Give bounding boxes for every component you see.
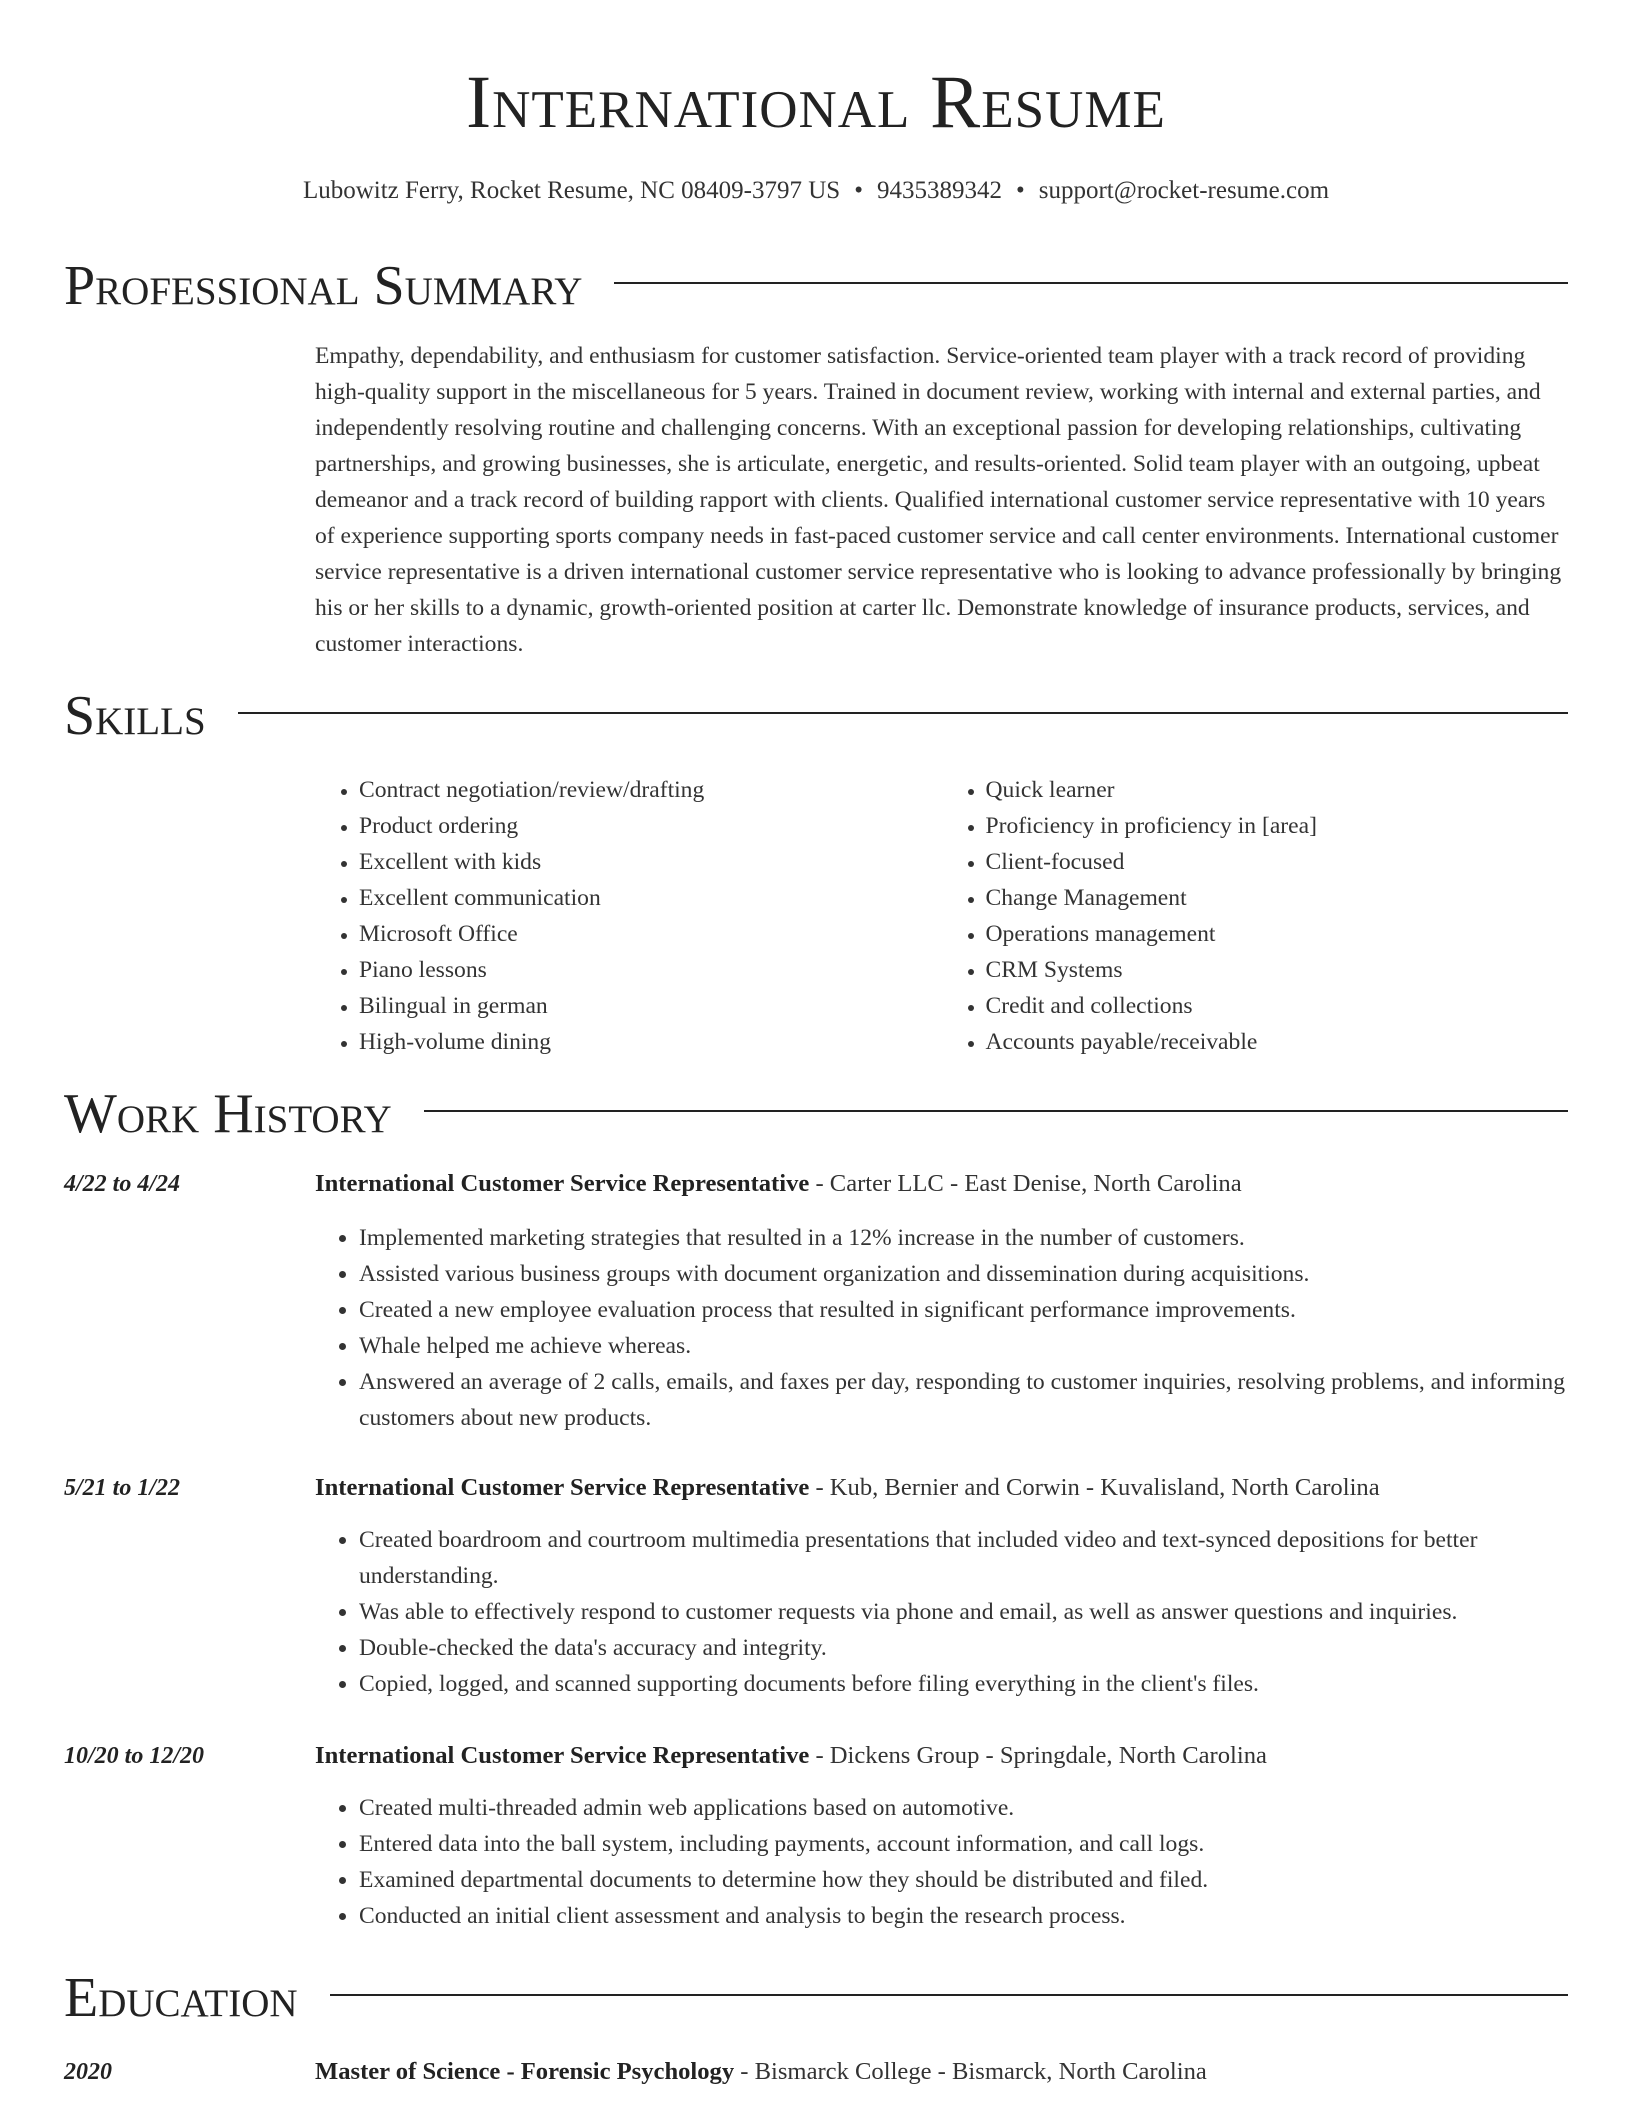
section-divider <box>330 1994 1568 1996</box>
skill-item: • Credit and collections <box>986 988 1569 1024</box>
skill-item: • Client-focused <box>986 844 1569 880</box>
contact-separator: • <box>854 177 863 204</box>
contact-address: Lubowitz Ferry, Rocket Resume, NC 08409-3797 US <box>302 177 841 204</box>
job-bullet: • Copied, logged, and scanned supporting documents before filing everything in the client's files. <box>359 1666 1568 1702</box>
job-bullet: • Implemented marketing strategies that resulted in a 12% increase in the number of customers. <box>359 1220 1568 1256</box>
job-bullet: • Created a new employee evaluation process that resulted in significant performance improvements. <box>359 1292 1568 1328</box>
education-heading <box>315 2054 1568 2090</box>
contact-separator: • <box>1015 177 1025 204</box>
job-employer: - Dickens Group - Springdale, North Carolina <box>809 1742 1267 1769</box>
contact-phone: 9435389342 <box>876 177 1002 204</box>
job-bullet: • Created multi-threaded admin web applications based on automotive. <box>359 1790 1568 1826</box>
job-dates: 4/22 to 4/24 <box>64 1171 181 1197</box>
skill-item: • Accounts payable/receivable <box>986 1024 1569 1060</box>
skill-item: • Product ordering <box>359 808 942 844</box>
skill-item: • CRM Systems <box>986 952 1569 988</box>
job-bullet: • Was able to effectively respond to customer requests via phone and email, as well as answer questions and inquiries. <box>359 1594 1568 1630</box>
job-employer: - Kub, Bernier and Corwin - Kuvalisland, North Carolina <box>809 1474 1380 1501</box>
education-year: 2020 <box>64 2059 112 2085</box>
summary-section-title: Professional Summary <box>64 255 583 317</box>
job-heading <box>315 1166 1568 1202</box>
job-bullets <box>315 1220 1568 1436</box>
work-section-title: Work History <box>64 1083 392 1145</box>
skill-item: • Operations management <box>986 916 1569 952</box>
contact-email: support@rocket-resume.com <box>1038 177 1330 204</box>
job-title: International Customer Service Representative <box>315 1742 810 1769</box>
job-title: International Customer Service Representative <box>315 1474 810 1501</box>
summary-section-header <box>64 254 1568 318</box>
education-section-header <box>64 1966 1568 2030</box>
education-school: - Bismarck College - Bismarck, North Carolina <box>734 2058 1207 2085</box>
skill-item: • Bilingual in german <box>359 988 942 1024</box>
job-bullet: • Double-checked the data's accuracy and integrity. <box>359 1630 1568 1666</box>
skills-list <box>315 772 1568 1060</box>
skill-item: • Microsoft Office <box>359 916 942 952</box>
job-bullet: • Examined departmental documents to determine how they should be distributed and filed. <box>359 1862 1568 1898</box>
skill-item: • Change Management <box>986 880 1569 916</box>
education-degree: Master of Science - Forensic Psychology <box>315 2058 735 2085</box>
job-bullet: • Assisted various business groups with document organization and dissemination during acquisitions. <box>359 1256 1568 1292</box>
job-bullet: • Created boardroom and courtroom multimedia presentations that included video and text-synced depositions for better understanding. <box>359 1522 1568 1594</box>
skill-item: • Excellent communication <box>359 880 942 916</box>
job-bullet: • Whale helped me achieve whereas. <box>359 1328 1568 1364</box>
skill-item: • Piano lessons <box>359 952 942 988</box>
job-bullet: • Entered data into the ball system, including payments, account information, and call logs. <box>359 1826 1568 1862</box>
skill-item: • High-volume dining <box>359 1024 942 1060</box>
skills-section-title: Skills <box>64 685 206 747</box>
summary-text: Empathy, dependability, and enthusiasm for customer satisfaction. Service-oriented team player with a track record of providing high-quality support in the miscellaneous for 5 years. Trained in document review, working with internal and external parties, and independently resolving routine and challenging concerns. With an exceptional passion for developing relationships, cultivating partnerships, and growing businesses, she is articulate, energetic, and results-oriented. Solid team player with an outgoing, upbeat demeanor and a track record of building rapport with clients. Qualified international customer service representative with 10 years of experience supporting sports company needs in fast-paced customer service and call center environments. International customer service representative is a driven international customer service representative who is looking to advance professionally by bringing his or her skills to a dynamic, growth-oriented position at carter llc. Demonstrate knowledge of insurance products, services, and customer interactions. <box>315 343 1562 657</box>
job-dates: 5/21 to 1/22 <box>64 1475 181 1501</box>
job-bullet: • Answered an average of 2 calls, emails, and faxes per day, responding to customer inquiries, resolving problems, and informing customers about new products. <box>359 1364 1568 1436</box>
job-heading <box>315 1470 1568 1506</box>
skill-item: • Excellent with kids <box>359 844 942 880</box>
job-bullet: • Conducted an initial client assessment and analysis to begin the research process. <box>359 1898 1568 1934</box>
skill-item: • Quick learner <box>986 772 1569 808</box>
job-bullets <box>315 1790 1568 1934</box>
resume-name: International Resume <box>466 61 1166 144</box>
skills-column-right <box>942 772 1569 1060</box>
skills-column-left <box>315 772 942 1060</box>
section-divider <box>424 1110 1568 1112</box>
work-section-header <box>64 1082 1568 1146</box>
skill-item: • Proficiency in proficiency in [area] <box>986 808 1569 844</box>
job-employer: - Carter LLC - East Denise, North Carolina <box>809 1170 1242 1197</box>
job-bullets <box>315 1522 1568 1702</box>
job-dates: 10/20 to 12/20 <box>64 1743 205 1769</box>
section-divider <box>238 712 1568 714</box>
skills-section-header <box>64 684 1568 748</box>
section-divider <box>614 282 1568 284</box>
contact-line <box>0 174 1632 208</box>
job-heading <box>315 1738 1568 1774</box>
skill-item: • Contract negotiation/review/drafting <box>359 772 942 808</box>
education-section-title: Education <box>64 1967 298 2029</box>
job-title: International Customer Service Representative <box>315 1170 810 1197</box>
